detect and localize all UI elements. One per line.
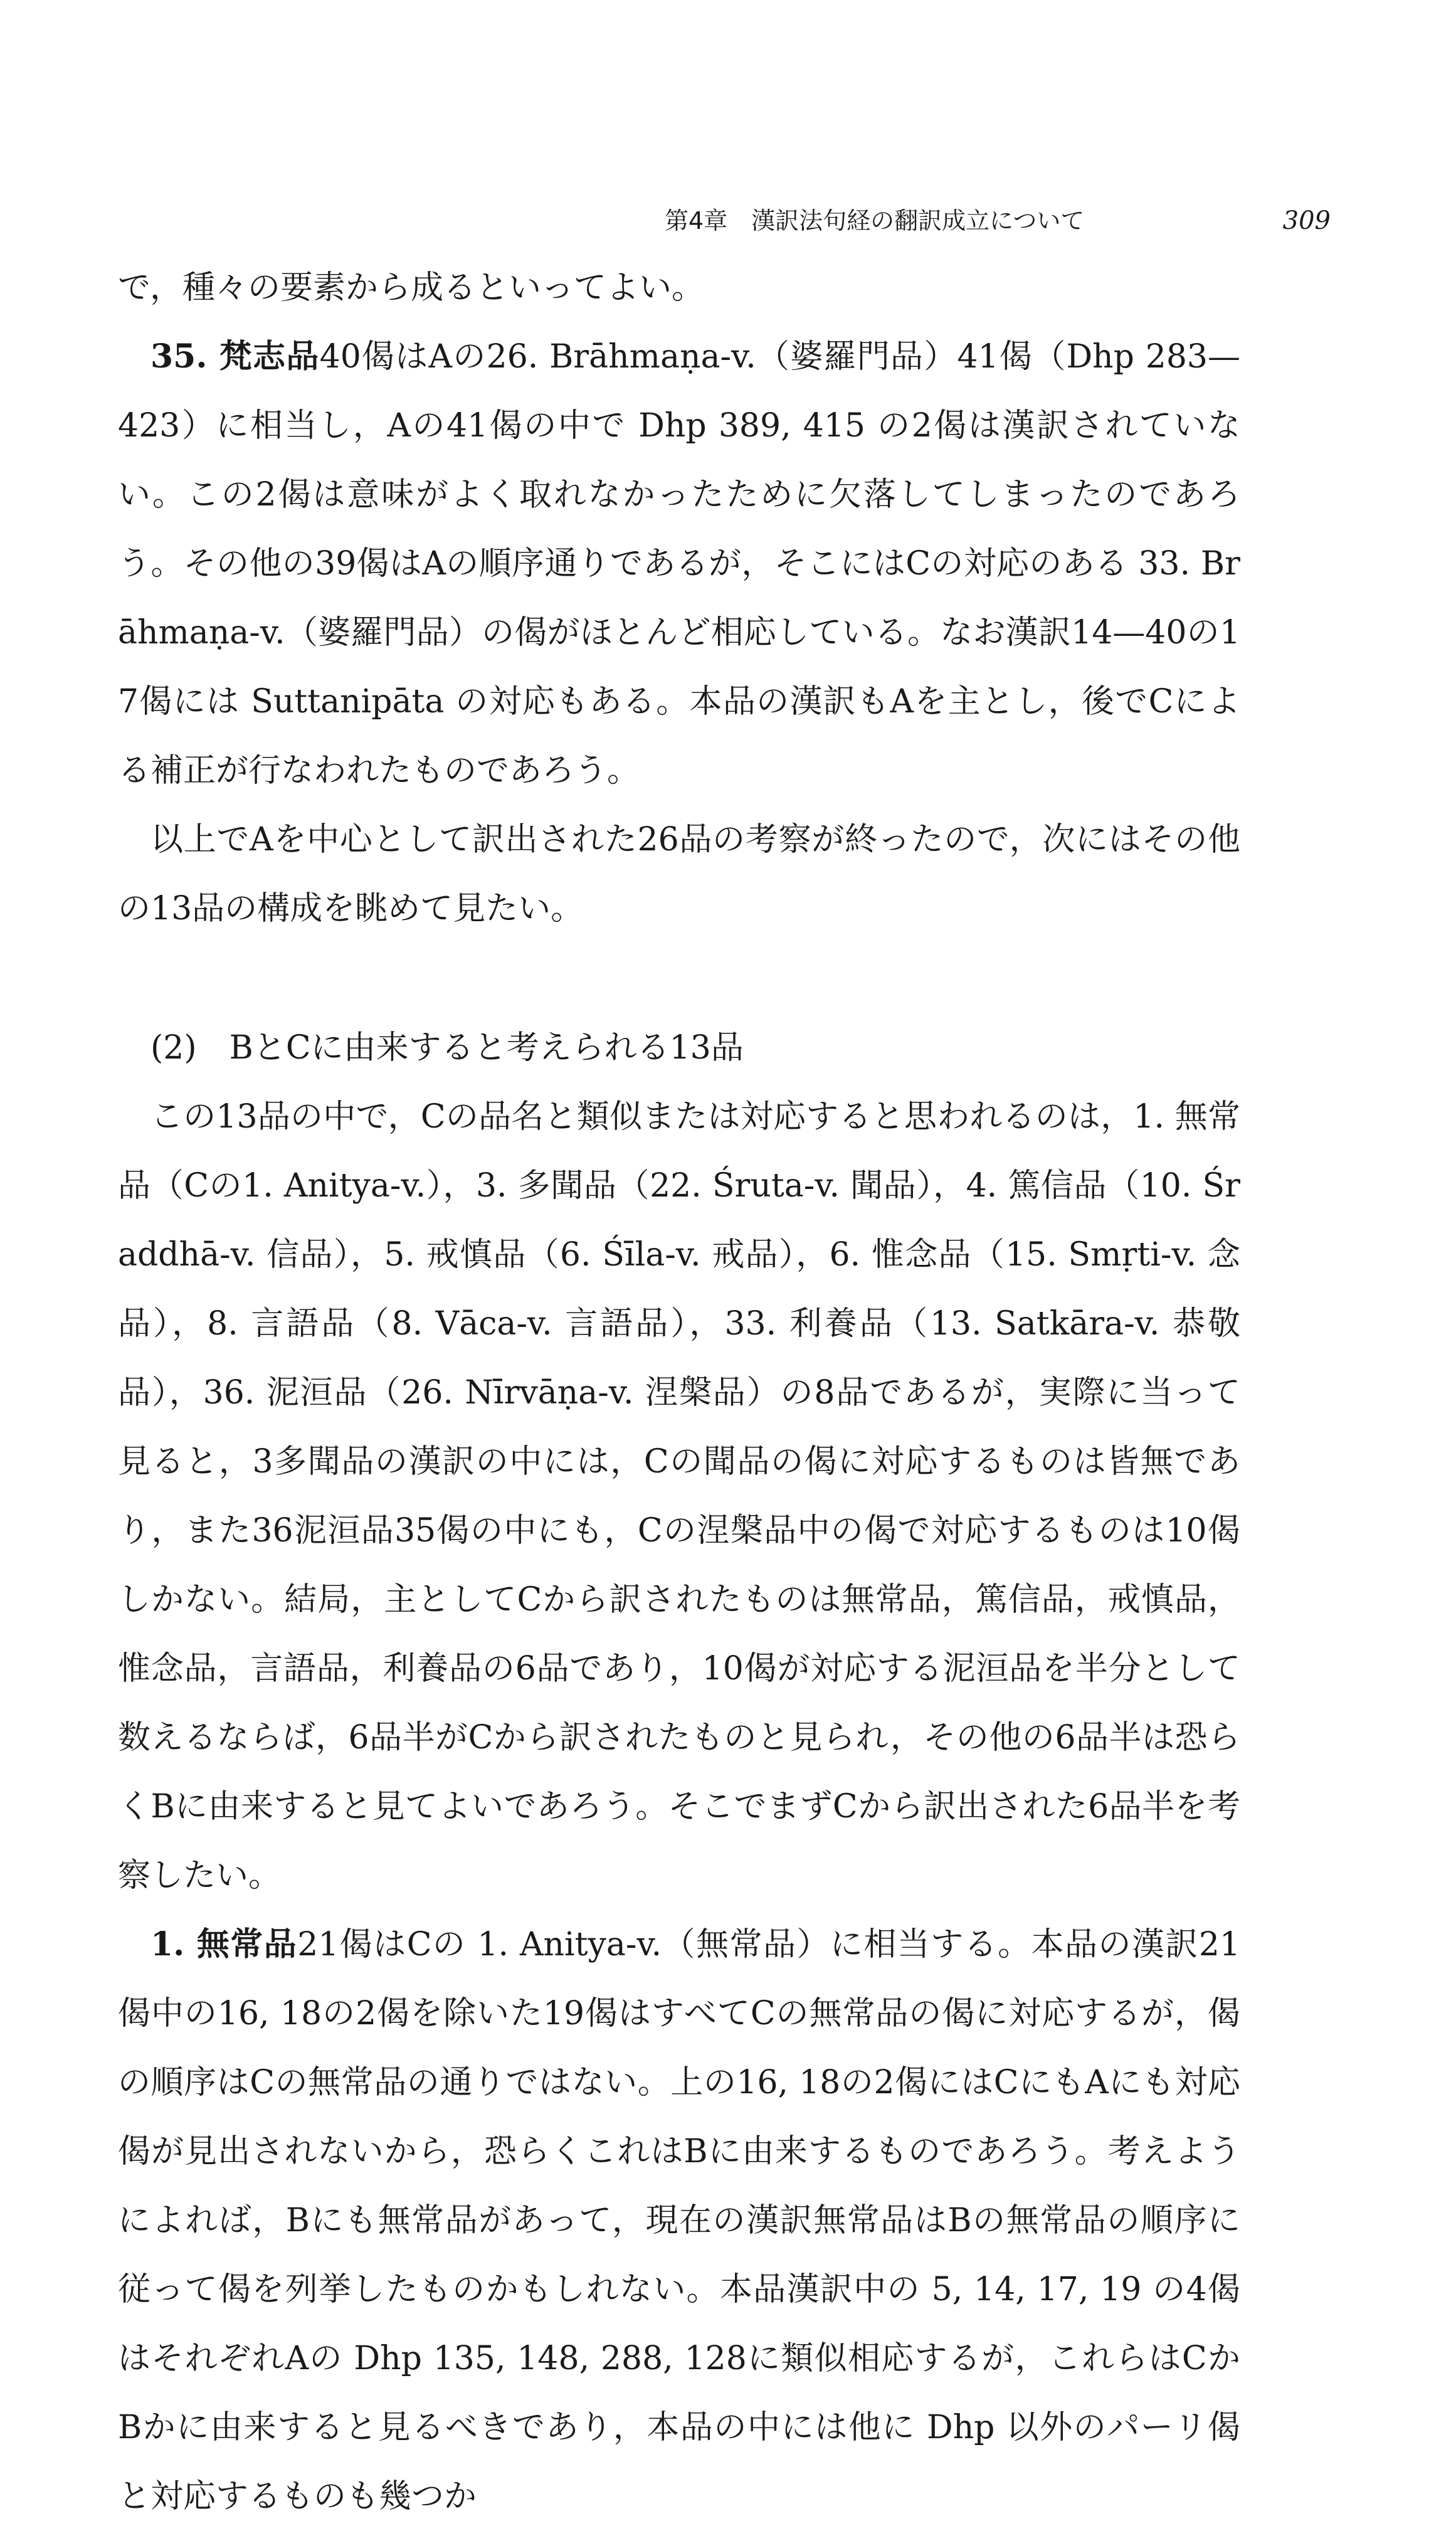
paragraph-thirteen-chapters [118, 1082, 1240, 1910]
running-head [665, 198, 1331, 243]
paragraph-text: 以上でAを中心として訳出された26品の考察が終ったので，次にはその他の13品の構成を眺めて見たい。 [118, 821, 1240, 927]
section-gap [118, 943, 1240, 1013]
paragraph-text: この13品の中で，Cの品名と類似または対応すると思われるのは，1. 無常品（Cの1. Anitya-v.），3. 多聞品（22. Śruta-v. 聞品），4. 篤信品（10. Śraddhā-v. 信品），5. 戒慎品（6. Śīla-v. 戒品），6. 惟念品（15. Smṛti-v. 念品），8. 言語品（8. Vāca-v. 言語品），33. 利養品（13. Satkāra-v. 恭敬品），36. 泥洹品（26. Nīrvāṇa-v. 涅槃品）の8品であるが，実際に当って見ると，3多聞品の漢訳の中には，Cの聞品の偈に対応するものは皆無であり，また36泥洹品35偈の中にも，Cの涅槃品中の偈で対応するものは10偈しかない。結局，主としてCから訳されたものは無常品，篤信品，戒慎品，惟念品，言語品，利養品の6品であり，10偈が対応する泥洹品を半分として数えるならば，6品半がCから訳されたものと見られ，その他の6品半は恐らくBに由来すると見てよいであろう。そこでまずCから訳出された6品半を考察したい。 [118, 1098, 1240, 1894]
paragraph-text: 21偈はCの 1. Anitya-v.（無常品）に相当する。本品の漢訳21偈中の16, 18の2偈を除いた19偈はすべてCの無常品の偈に対応するが，偈の順序はCの無常品の通りではない。上の16, 18の2偈にはCにもAにも対応偈が見出されないから，恐らくこれはBに由来するものであろう。考えようによれば，Bにも無常品があって，現在の漢訳無常品はBの無常品の順序に従って偈を列挙したものかもしれない。本品漢訳中の 5, 14, 17, 19 の4偈はそれぞれAの Dhp 135, 148, 288, 128に類似相応するが，これらはCかBかに由来すると見るべきであり，本品の中には他に Dhp 以外のパーリ偈と対応するものも幾つか [118, 1926, 1240, 2515]
subsection-heading [118, 1013, 1240, 1082]
paragraph-continuation [118, 253, 1240, 322]
paragraph-text: 40偈はAの26. Brāhmaṇa-v.（婆羅門品）41偈（Dhp 283—423）に相当し，Aの41偈の中で Dhp 389, 415 の2偈は漢訳されていない。この2偈は意味がよく取れなかったために欠落してしまったのであろう。その他の39偈はAの順序通りであるが，そこにはCの対応のある 33. Brāhmaṇa-v.（婆羅門品）の偈がほとんど相応している。なお漢訳14—40の17偈には Suttanipāta の対応もある。本品の漢訳もAを主とし，後でCによる補正が行なわれたものであろう。 [118, 338, 1240, 790]
paragraph-section-1 [118, 1910, 1240, 2531]
paragraph-section-35 [118, 322, 1240, 805]
paragraph-text: で，種々の要素から成るといってよい。 [118, 269, 704, 307]
section-heading: 1. 無常品 [150, 1925, 298, 1963]
section-heading: 35. 梵志品 [150, 337, 320, 376]
paragraph-summary [118, 805, 1240, 943]
body-text [118, 253, 1240, 2531]
page-number: 309 [1282, 206, 1331, 235]
chapter-title: 第4章 漢訳法句経の翻訳成立について [665, 207, 1085, 235]
subsection-title: (2) BとCに由来すると考えられる13品 [150, 1029, 744, 1067]
